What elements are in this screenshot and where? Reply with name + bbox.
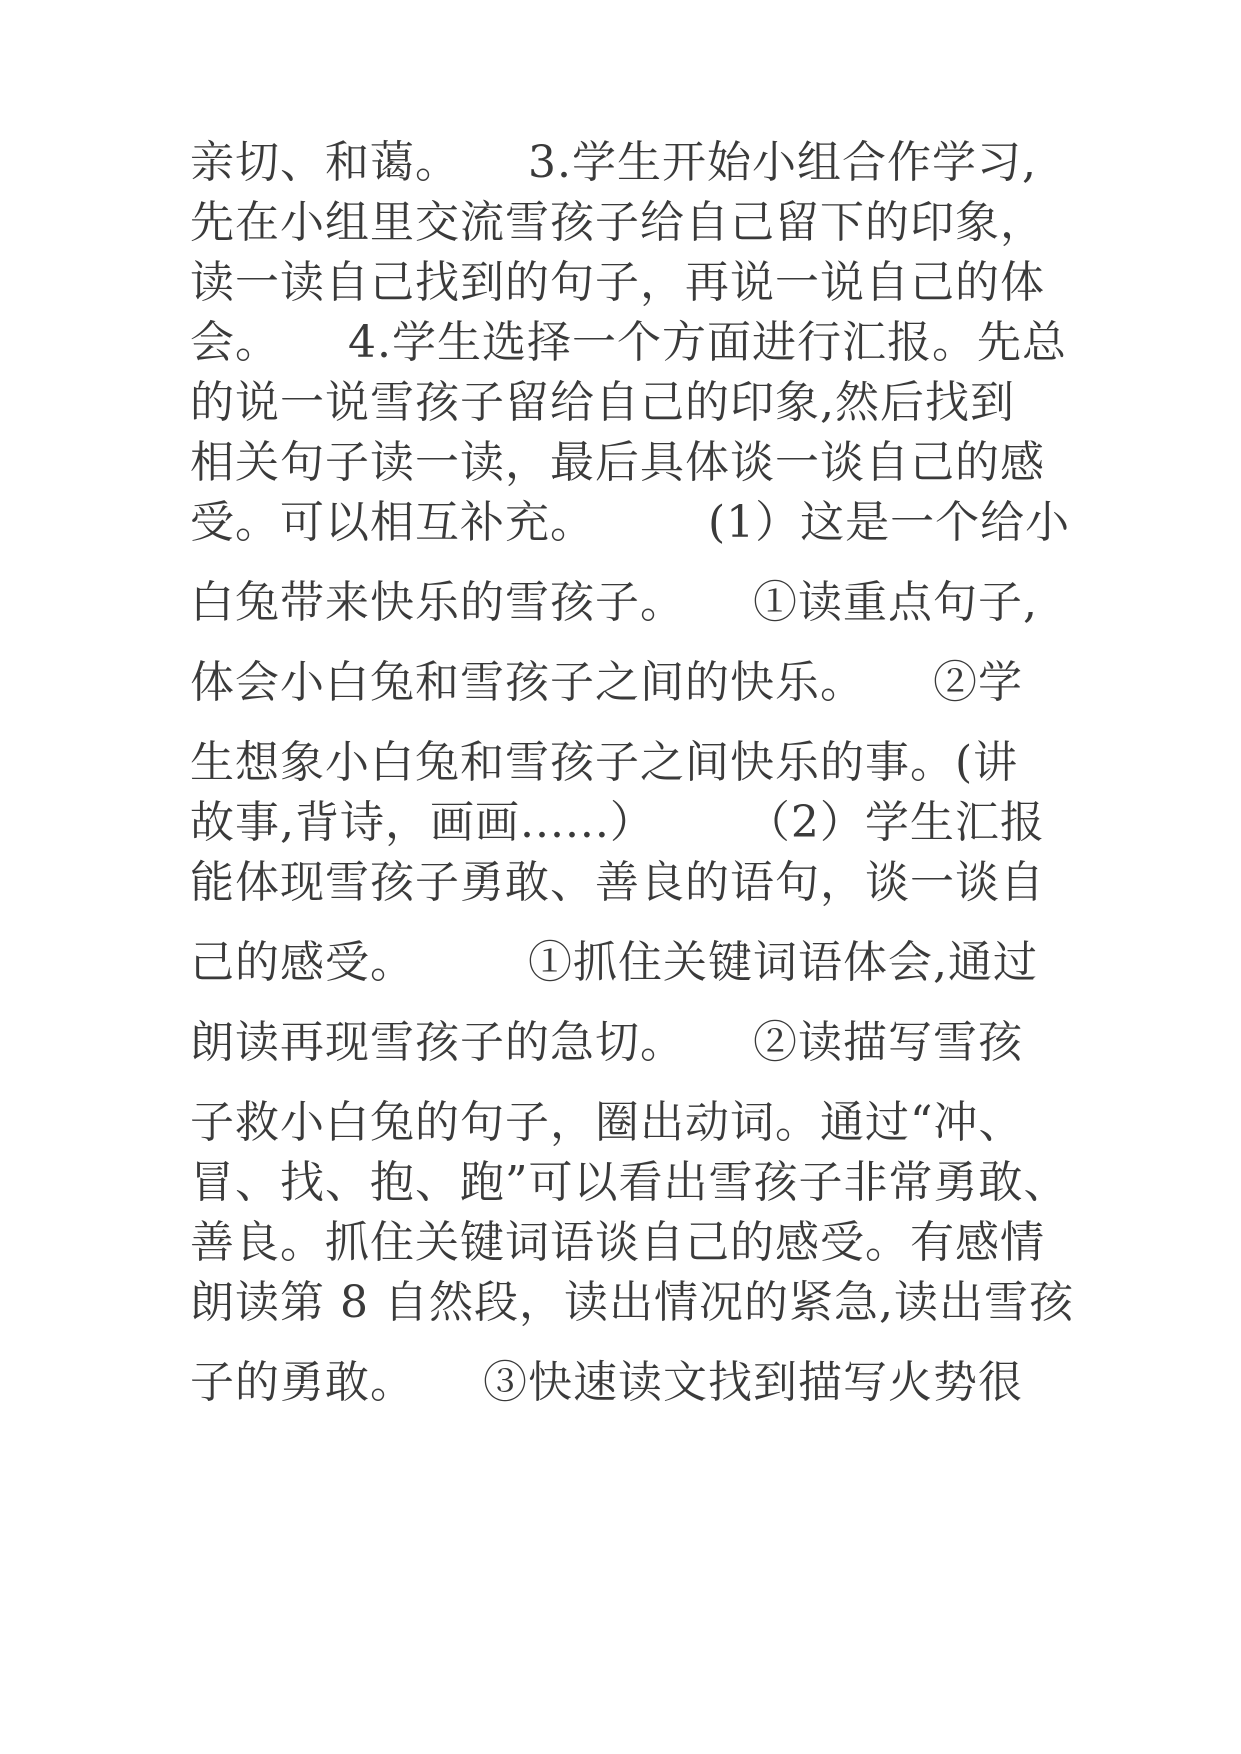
text-line: 体会小白兔和雪孩子之间的快乐。 ②学 — [190, 657, 1023, 708]
text-line: 子救小白兔的句子，圈出动词。通过“冲、 — [190, 1097, 1024, 1148]
text-line: 朗读再现雪孩子的急切。 ②读描写雪孩 — [190, 1017, 1023, 1068]
text-line: 己的感受。 ①抓住关键词语体会,通过 — [190, 937, 1038, 988]
text-line: 先在小组里交流雪孩子给自己留下的印象， — [190, 197, 1045, 248]
text-line: 白兔带来快乐的雪孩子。 ①读重点句子, — [190, 577, 1038, 628]
text-line: 受。可以相互补充。 (1）这是一个给小 — [190, 497, 1071, 548]
text-line: 会。 4.学生选择一个方面进行汇报。先总 — [190, 317, 1067, 368]
text-line: 生想象小白兔和雪孩子之间快乐的事。(讲 — [190, 737, 1019, 788]
text-line: 的说一说雪孩子留给自己的印象,然后找到 — [190, 377, 1015, 428]
text-line: 能体现雪孩子勇敢、善良的语句，谈一谈自 — [190, 857, 1045, 908]
text-line: 冒、找、抱、跑”可以看出雪孩子非常勇敢、 — [190, 1157, 1069, 1208]
text-line: 朗读第 8 自然段，读出情况的紧急,读出雪孩 — [190, 1277, 1074, 1328]
text-line: 子的勇敢。 ③快速读文找到描写火势很 — [190, 1357, 1023, 1408]
text-line: 读一读自己找到的句子，再说一说自己的体 — [190, 257, 1045, 308]
text-line: 亲切、和蔼。 3.学生开始小组合作学习, — [190, 137, 1037, 188]
text-line: 善良。抓住关键词语谈自己的感受。有感情 — [190, 1217, 1045, 1268]
text-line: 故事,背诗，画画......） （2）学生汇报 — [190, 797, 1045, 848]
text-line: 相关句子读一读，最后具体谈一谈自己的感 — [190, 437, 1045, 488]
